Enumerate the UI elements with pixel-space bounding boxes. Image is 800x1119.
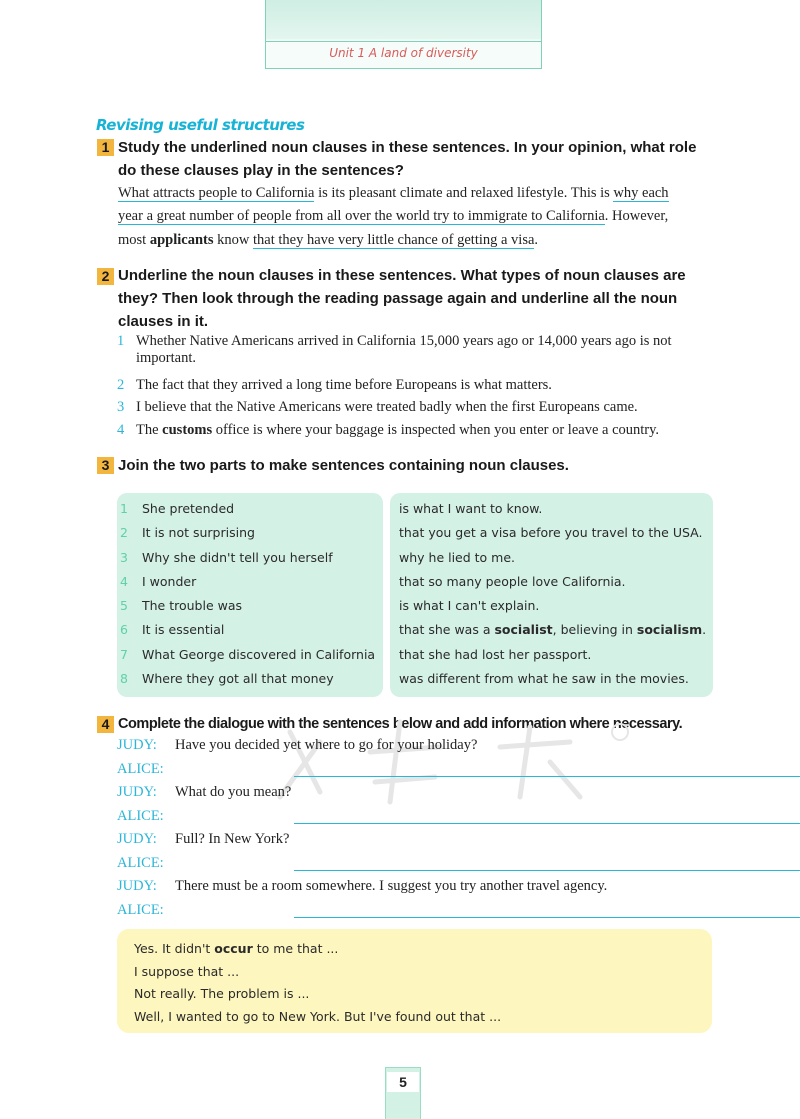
dialogue-line-3 [117,784,707,804]
item-number: 8 [120,671,128,687]
match-left-item [120,573,375,597]
item-number: 4 [120,573,128,589]
page-number: 5 [387,1072,419,1092]
dialogue-line-5 [117,831,707,851]
match-left-item [120,549,375,573]
dialogue-line-2 [117,761,707,781]
item-text: The [136,422,163,438]
item-text: . [702,622,707,638]
answer-blank[interactable] [294,870,800,871]
exercise-1-paragraph-line3 [118,229,538,252]
noun-clause: that they have very little chance of getting a visa [252,232,535,248]
exercise-3-badge: 3 [97,457,114,474]
match-left-item [120,670,375,694]
exercise-2-item-1 [117,333,672,367]
item-number: 1 [120,501,128,516]
noun-clause: year a great number of people from all over the world try to immigrate to California [118,208,605,224]
item-text: Whether Native Americans arrived in California 15,000 years ago or 14,000 years ago is not [136,333,672,349]
exercise-2-title-line2: they? Then look through the reading passage again and underline all the noun [118,290,678,307]
answer-blank[interactable] [294,823,800,824]
exercise-2-item-4 [117,422,659,439]
exercise-2-title-line1: Underline the noun clauses in these sentences. What types of noun clauses are [118,267,686,284]
match-right-item: is what I can't explain. [399,598,540,614]
text: . However, [604,208,669,224]
match-left-item [120,621,375,645]
answer-blank[interactable] [294,776,800,777]
dialogue-line-1 [117,737,707,757]
speaker-judy: JUDY: [117,784,157,800]
unit-label: Unit 1 A land of diversity [329,46,478,60]
phrase-item [134,940,501,963]
item-number: 6 [120,622,128,638]
item-number: 5 [120,598,128,614]
match-right-item: is what I want to know. [399,501,543,516]
exercise-1-title-line1: Study the underlined noun clauses in these sentences. In your opinion, what role [118,139,697,156]
exercise-2-item-3 [117,399,638,416]
dialogue-text: Have you decided yet where to go for your holiday? [175,737,478,753]
match-left-item [120,524,375,548]
banner-divider [266,41,541,42]
item-text: I wonder [142,573,197,589]
exercise-2-item-2 [117,377,552,394]
item-text: It is essential [142,622,225,638]
unit-banner [265,0,542,69]
speaker-judy: JUDY: [117,831,157,847]
phrase-item: I suppose that ... [134,963,240,979]
speaker-judy: JUDY: [117,737,157,753]
vocab-word: customs [162,422,213,438]
match-right-item: was different from what he saw in the movies. [399,671,689,687]
noun-clause: why each [613,185,669,201]
match-left-item [120,597,375,621]
match-right-item: that she had lost her passport. [399,646,592,662]
exercise-1-title-line2: do these clauses play in the sentences? [118,162,404,179]
match-right-item: that you get a visa before you travel to the USA. [399,525,703,541]
item-text: that she was a [399,622,495,638]
item-number: 1 [117,333,125,349]
exercise-1-paragraph-line2 [118,205,668,228]
vocab-word: socialism [636,622,703,638]
dialogue-line-6 [117,855,707,875]
item-text: The fact that they arrived a long time before Europeans is what matters. [136,377,552,393]
exercise-2-title-line3: clauses in it. [118,313,209,330]
text: know [213,232,253,248]
item-number: 2 [120,525,128,541]
match-right-item [399,621,706,645]
phrase-text: Yes. It didn't [134,941,215,956]
item-text: What George discovered in California [142,646,376,662]
noun-clause: What attracts people to California [118,185,315,201]
dialogue-text: There must be a room somewhere. I suggest you try another travel agency. [175,878,608,894]
item-text: office is where your baggage is inspected when you enter or leave a country. [212,422,660,438]
speaker-alice: ALICE: [117,902,164,918]
match-right-column [399,500,706,694]
dialogue-line-8 [117,902,707,922]
item-number: 2 [117,377,125,393]
item-number: 4 [117,422,125,438]
vocab-word: socialist [494,622,553,638]
phrase-item: Well, I wanted to go to New York. But I've found out that ... [134,1008,502,1024]
exercise-4-title: Complete the dialogue with the sentences below and add information where necessary. [118,716,683,732]
page-number-tab [385,1067,421,1119]
match-left-item [120,500,375,524]
speaker-alice: ALICE: [117,808,164,824]
item-text-cont: important. [136,350,197,366]
exercise-1-badge: 1 [97,139,114,156]
phrase-list [134,940,501,1030]
item-text: It is not surprising [142,525,255,541]
vocab-word: occur [214,941,253,956]
text: . [534,232,539,248]
item-number: 3 [120,549,128,565]
exercise-4-badge: 4 [97,716,114,733]
speaker-alice: ALICE: [117,761,164,777]
match-right-item: why he lied to me. [399,549,516,565]
item-text: I believe that the Native Americans were treated badly when the first Europeans came. [136,399,638,415]
speaker-judy: JUDY: [117,878,157,894]
dialogue-line-7 [117,878,707,898]
match-right-item: that so many people love California. [399,573,626,589]
item-text: The trouble was [142,598,243,614]
phrase-text: to me that ... [252,941,339,956]
answer-blank[interactable] [294,917,800,918]
exercise-3-title: Join the two parts to make sentences containing noun clauses. [118,457,569,474]
text: is its pleasant climate and relaxed lifestyle. This is [314,185,614,201]
item-text: Where they got all that money [142,671,334,687]
dialogue-line-4 [117,808,707,828]
match-left-item [120,646,375,670]
dialogue-text: What do you mean? [175,784,292,800]
phrase-item: Not really. The problem is ... [134,986,310,1001]
item-text: She pretended [142,501,235,516]
exercise-1-paragraph-line1 [118,182,669,205]
exercise-2-badge: 2 [97,268,114,285]
text: most [118,232,150,248]
vocab-word: applicants [149,232,214,248]
item-number: 7 [120,646,128,662]
speaker-alice: ALICE: [117,855,164,871]
item-text: , believing in [552,622,637,638]
item-number: 3 [117,399,125,415]
section-heading: Revising useful structures [96,116,305,134]
dialogue-text: Full? In New York? [175,831,290,847]
item-text: Why she didn't tell you herself [142,549,333,565]
match-left-column [120,500,375,694]
